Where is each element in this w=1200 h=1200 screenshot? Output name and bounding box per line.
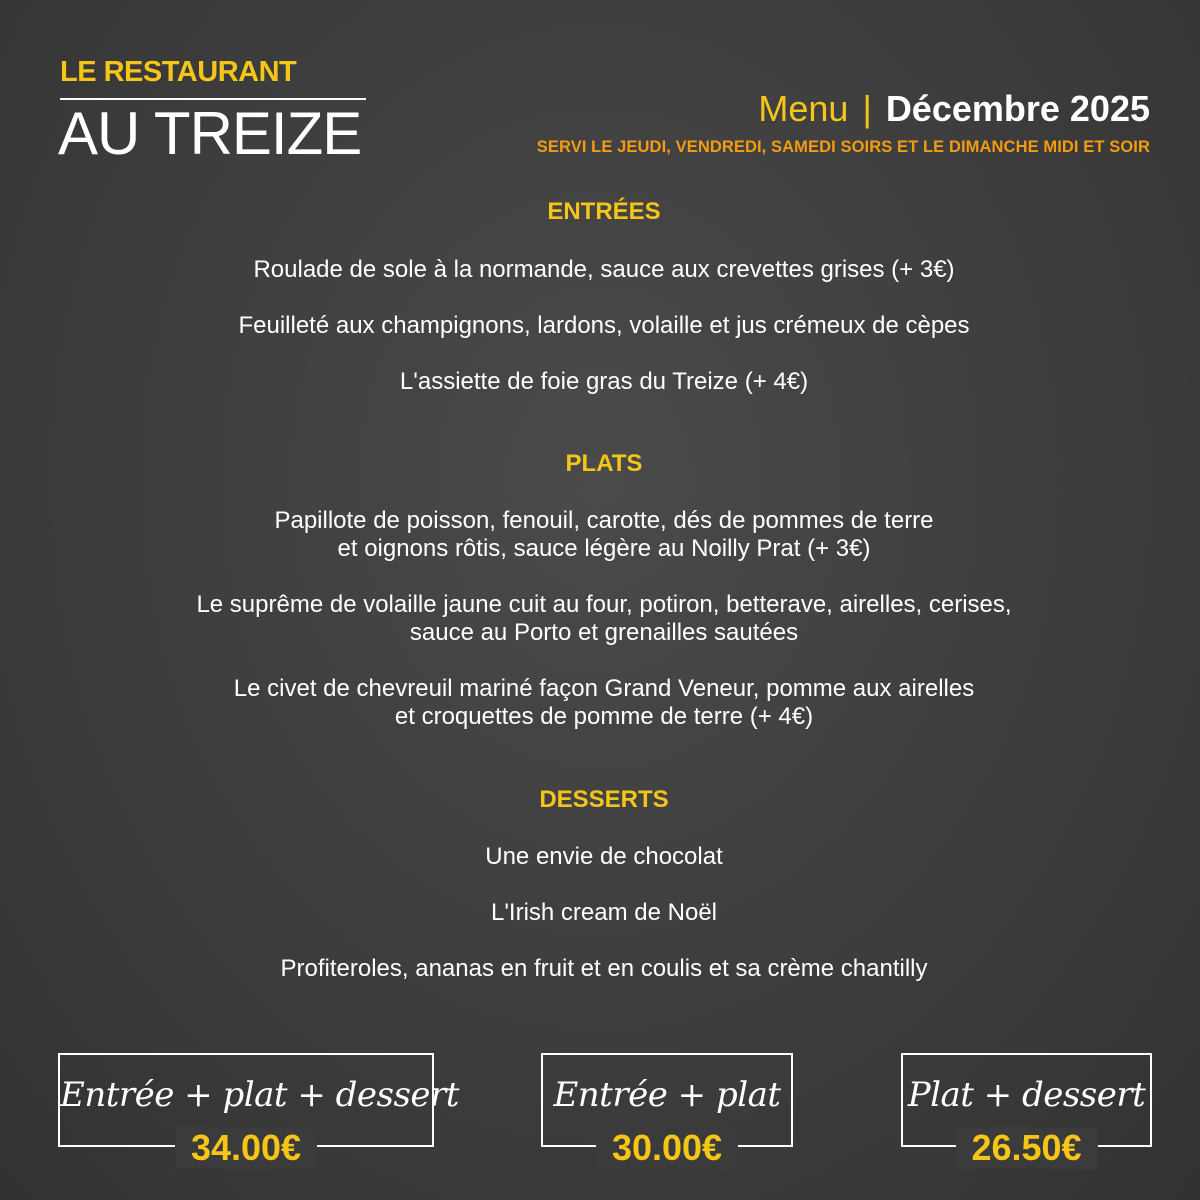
section-title-entrees: ENTRÉES bbox=[547, 198, 661, 225]
menu-heading bbox=[758, 86, 1150, 132]
brand-subtitle: LE RESTAURANT bbox=[60, 56, 297, 88]
formula-box-entree-plat bbox=[541, 1053, 793, 1168]
formula-box-full bbox=[58, 1053, 459, 1168]
dish-entree-1: Roulade de sole à la normande, sauce aux crevettes grises (+ 3€) bbox=[253, 256, 955, 283]
dish-dessert-2: L'Irish cream de Noël bbox=[490, 899, 717, 926]
section-title-desserts: DESSERTS bbox=[539, 786, 669, 813]
dish-entree-3: L'assiette de foie gras du Treize (+ 4€) bbox=[399, 368, 809, 395]
dish-dessert-1: Une envie de chocolat bbox=[485, 843, 723, 870]
menu-separator: | bbox=[862, 88, 872, 129]
dish-entree-2: Feuilleté aux champignons, lardons, volaille et jus crémeux de cèpes bbox=[238, 312, 970, 339]
formula-price: 26.50€ bbox=[955, 1127, 1097, 1169]
dish-dessert-3: Profiteroles, ananas en fruit et en coulis et sa crème chantilly bbox=[280, 955, 928, 982]
menu-label: Menu bbox=[758, 88, 849, 129]
formula-label: Entrée + plat + dessert bbox=[60, 1075, 459, 1115]
formula-price: 34.00€ bbox=[175, 1127, 317, 1169]
menu-month: Décembre 2025 bbox=[885, 88, 1150, 129]
dish-plat-2: Le suprême de volaille jaune cuit au four, potiron, betterave, airelles, cerises, sauce au Porto et grenailles sautées bbox=[196, 591, 1012, 646]
brand-name: AU TREIZE bbox=[58, 100, 362, 167]
dish-plat-1: Papillote de poisson, fenouil, carotte, dés de pommes de terre et oignons rôtis, sauce légère au Noilly Prat (+ 3€) bbox=[274, 507, 934, 562]
service-days: SERVI LE JEUDI, VENDREDI, SAMEDI SOIRS ET LE DIMANCHE MIDI ET SOIR bbox=[536, 138, 1150, 156]
formula-label: Entrée + plat bbox=[553, 1075, 781, 1115]
formula-price: 30.00€ bbox=[596, 1127, 738, 1169]
formula-label: Plat + dessert bbox=[907, 1075, 1146, 1115]
dish-plat-3: Le civet de chevreuil mariné façon Grand Veneur, pomme aux airelles et croquettes de pomme de terre (+ 4€) bbox=[233, 675, 975, 730]
formula-box-plat-dessert bbox=[901, 1053, 1152, 1168]
section-title-plats: PLATS bbox=[565, 450, 643, 477]
